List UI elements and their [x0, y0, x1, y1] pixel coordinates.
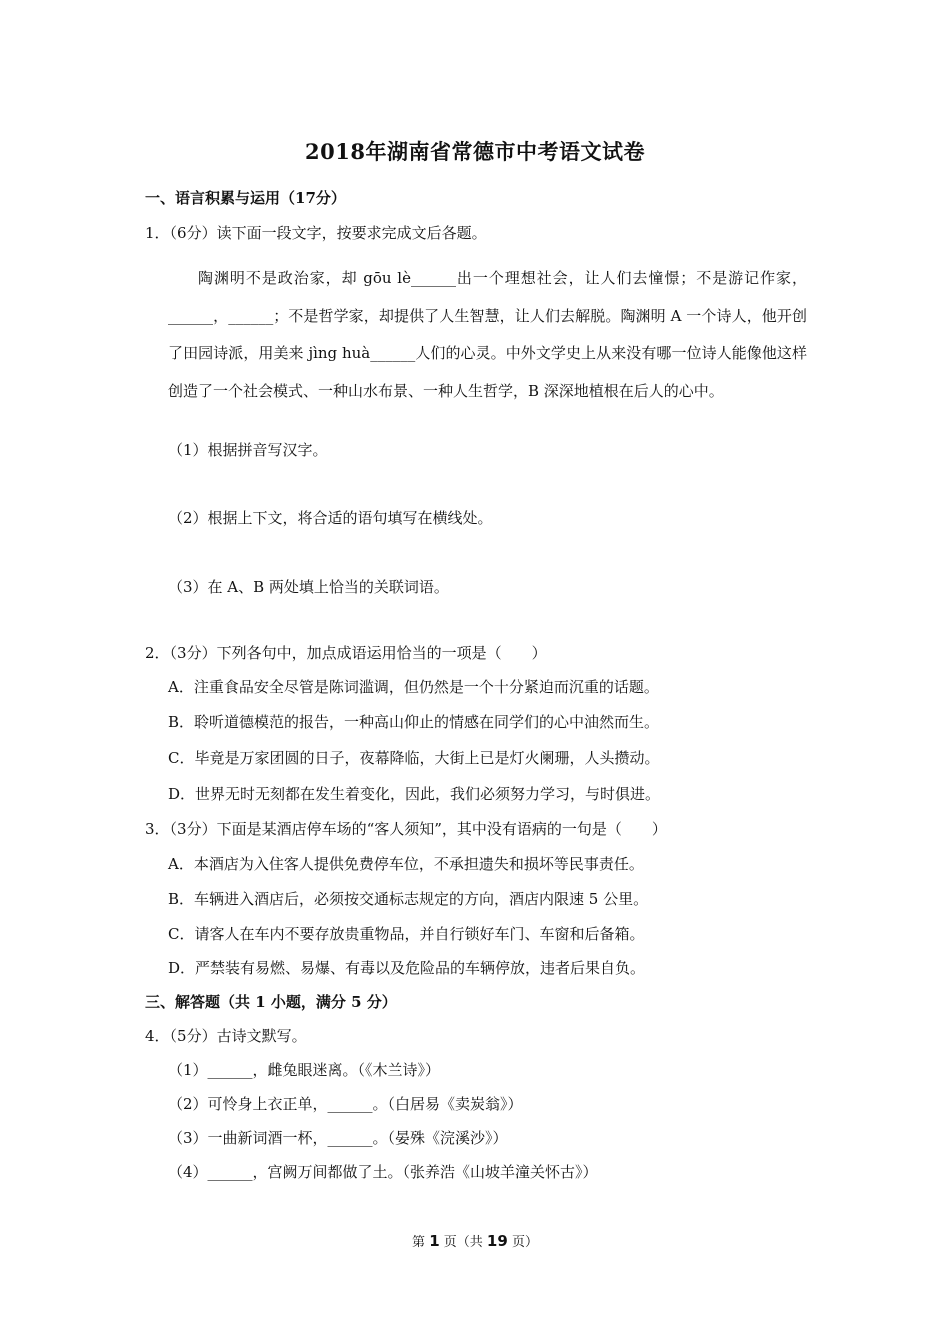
section-heading-1: 一、语言积累与运用（17分）: [145, 189, 346, 207]
question-2-option-b: B．聆听道德模范的报告，一种高山仰止的情感在同学们的心中油然而生。: [168, 713, 660, 731]
page-footer: [0, 1231, 950, 1250]
footer-suffix: 页）: [511, 1235, 538, 1250]
footer-page-number: 1: [429, 1232, 440, 1250]
question-4-item-3: （3）一曲新词酒一杯，______。（晏殊《浣溪沙》）: [168, 1129, 508, 1147]
question-3-option-d: D．严禁装有易燃、易爆、有毒以及危险品的车辆停放，违者后果自负。: [168, 959, 646, 977]
question-3-option-b: B．车辆进入酒店后，必须按交通标志规定的方向，酒店内限速 5 公里。: [168, 890, 649, 908]
question-3-option-a: A．本酒店为入住客人提供免费停车位，不承担遗失和损坏等民事责任。: [168, 855, 644, 873]
question-1-sub-2: （2）根据上下文，将合适的语句填写在横线处。: [168, 509, 493, 527]
question-1-sub-3: （3）在 A、B 两处填上恰当的关联词语。: [168, 578, 449, 596]
question-2-option-a: A．注重食品安全尽管是陈词滥调，但仍然是一个十分紧迫而沉重的话题。: [168, 678, 659, 696]
question-3-stem: 3．（3分）下面是某酒店停车场的“客人须知”，其中没有语病的一句是（ ）: [145, 820, 667, 838]
question-4-item-1: （1）______，雌兔眼迷离。（《木兰诗》）: [168, 1061, 441, 1079]
section-heading-3: 三、解答题（共 1 小题，满分 5 分）: [145, 993, 397, 1011]
question-1-stem: 1．（6分）读下面一段文字，按要求完成文后各题。: [145, 224, 487, 242]
question-2-option-c: C．毕竟是万家团圆的日子，夜幕降临，大街上已是灯火阑珊，人头攒动。: [168, 749, 660, 767]
question-4-item-2: （2）可怜身上衣正单，______。（白居易《卖炭翁》）: [168, 1095, 523, 1113]
question-4-item-4: （4）______，宫阙万间都做了土。（张养浩《山坡羊潼关怀古》）: [168, 1163, 598, 1181]
question-4-stem: 4．（5分）古诗文默写。: [145, 1027, 307, 1045]
question-2-stem: 2．（3分）下列各句中，加点成语运用恰当的一项是（ ）: [145, 644, 547, 662]
footer-total-pages: 19: [486, 1232, 508, 1250]
question-3-option-c: C．请客人在车内不要存放贵重物品，并自行锁好车门、车窗和后备箱。: [168, 925, 645, 943]
question-2-option-d: D．世界无时无刻都在发生着变化，因此，我们必须努力学习，与时俱进。: [168, 785, 661, 803]
footer-mid: 页（共: [443, 1235, 483, 1250]
page-title: 2018年湖南省常德市中考语文试卷: [305, 139, 645, 164]
question-1-sub-1: （1）根据拼音写汉字。: [168, 441, 328, 459]
footer-prefix: 第: [412, 1235, 426, 1250]
question-1-passage: 陶渊明不是政治家，却 gōu lè______出一个理想社会，让人们去憧憬；不是游记作家，______，______；不是哲学家，却提供了人生智慧，让人们去解脱。陶渊明 A 一个诗人，他开创了田园诗派，用美来 jìng huà______人们的心灵。中外文学史上从来没有哪一位诗人能像他这样创造了一个社会模式、一种山水布景、一种人生哲学，B 深深地植根在后人的心中。: [168, 269, 807, 400]
